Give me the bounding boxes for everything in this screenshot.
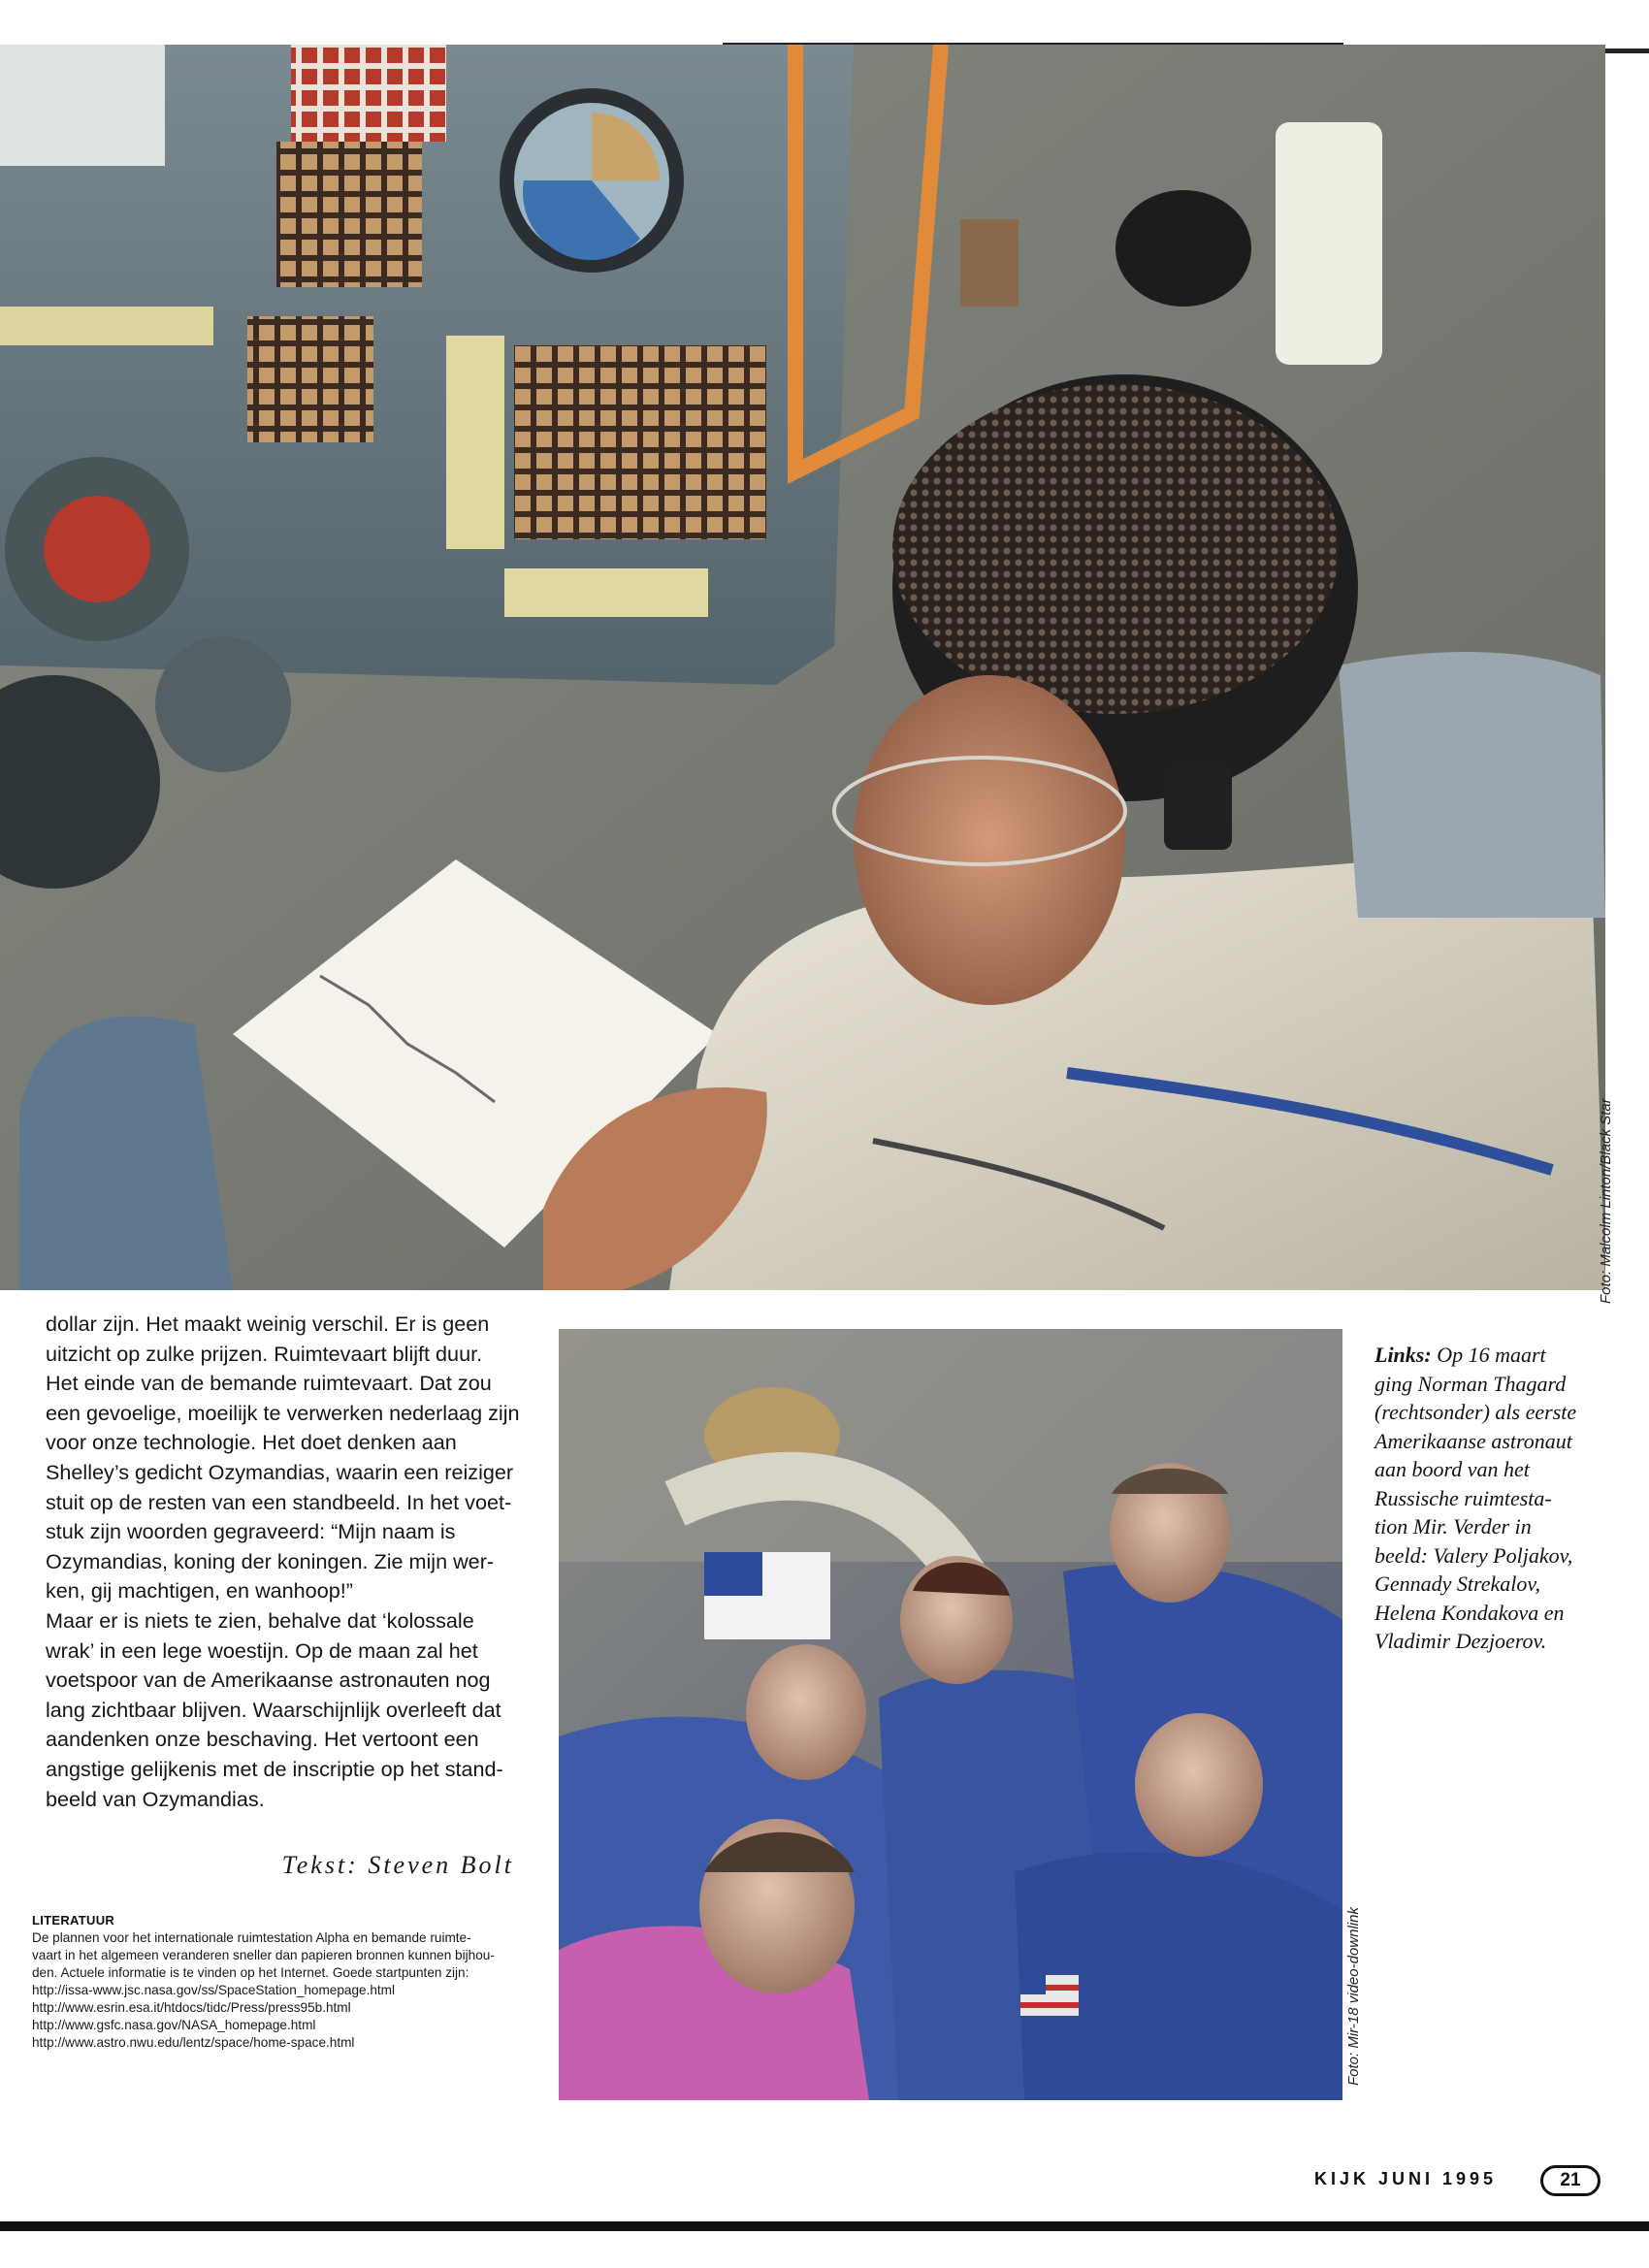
photo-caption (1374, 1341, 1607, 1656)
article-line: voor onze technologie. Het doet denken aan (46, 1430, 457, 1455)
article-line: wrak’ in een lege woestijn. Op de maan zal het (46, 1637, 478, 1663)
article-byline: Tekst: Steven Bolt (281, 1851, 514, 1879)
article-line: Maar er is niets te zien, behalve dat ‘kolossale (46, 1607, 474, 1633)
top-photo (0, 45, 1605, 1290)
article-line: ken, gij machtigen, en wanhoop!” (46, 1578, 353, 1604)
caption-line: beeld: Valery Poljakov, (1374, 1542, 1573, 1568)
literature-line: De plannen voor het internationale ruimtestation Alpha en bemande ruimte- (32, 1930, 471, 1945)
article-line: aandenken onze beschaving. Het vertoont een (46, 1727, 479, 1752)
article-body (46, 1310, 531, 1814)
crew-photo (559, 1329, 1342, 2100)
caption-line (1374, 1341, 1607, 1370)
caption-line: tion Mir. Verder in (1374, 1514, 1532, 1539)
caption-line: (rechtsonder) als eerste (1374, 1400, 1577, 1424)
literature-line: vaart in het algemeen veranderen sneller dan papieren bronnen kunnen bijhou- (32, 1948, 495, 1962)
article-line: Ozymandias, koning der koningen. Zie mijn wer- (46, 1548, 495, 1573)
article-line: een gevoelige, moeilijk te verwerken nederlaag zijn (46, 1400, 520, 1425)
literature-link[interactable]: http://www.gsfc.nasa.gov/NASA_homepage.html (32, 2018, 316, 2032)
literature-link[interactable]: http://issa-www.jsc.nasa.gov/ss/SpaceStation_homepage.html (32, 1983, 396, 1997)
article-line: voetspoor van de Amerikaanse astronauten nog (46, 1668, 491, 1693)
crew-photo-credit: Foto: Mir-18 video-downlink (1345, 1907, 1362, 2086)
article-line: dollar zijn. Het maakt weinig verschil. Er is geen (46, 1312, 490, 1336)
article-line: beeld van Ozymandias. (46, 1786, 265, 1811)
literature-box (32, 1913, 536, 2052)
caption-line: aan boord van het (1374, 1457, 1530, 1481)
caption-line: Russische ruimtesta- (1374, 1485, 1552, 1510)
caption-lead: Links: (1374, 1343, 1432, 1367)
caption-line: Vladimir Dezjoerov. (1374, 1629, 1547, 1653)
literature-link[interactable]: http://www.esrin.esa.it/htdocs/tidc/Press/press95b.html (32, 2000, 351, 2015)
article-line: Shelley’s gedicht Ozymandias, waarin een reiziger (46, 1459, 514, 1484)
caption-line: Amerikaanse astronaut (1374, 1428, 1572, 1453)
page-number: 21 (1540, 2165, 1600, 2196)
caption-line: Gennady Strekalov, (1374, 1571, 1541, 1596)
caption-line: Helena Kondakova en (1374, 1600, 1565, 1625)
page-footer (1295, 2161, 1605, 2200)
bottom-rule (0, 2221, 1649, 2231)
caption-line-rest: Op 16 maart (1431, 1343, 1546, 1367)
caption-line: ging Norman Thagard (1374, 1371, 1567, 1396)
article-line: uitzicht op zulke prijzen. Ruimtevaart blijft duur. (46, 1341, 483, 1366)
article-line: lang zichtbaar blijven. Waarschijnlijk overleeft dat (46, 1697, 501, 1722)
literature-link[interactable]: http://www.astro.nwu.edu/lentz/space/home-space.html (32, 2035, 355, 2050)
article-line: angstige gelijkenis met de inscriptie op het stand- (46, 1756, 503, 1781)
literature-line: den. Actuele informatie is te vinden op het Internet. Goede startpunten zijn: (32, 1965, 469, 1980)
magazine-issue: KIJK JUNI 1995 (1314, 2169, 1498, 2188)
article-line: stuit op de resten van een standbeeld. In het voet- (46, 1489, 512, 1514)
article-line: stuk zijn woorden gegraveerd: “Mijn naam is (46, 1519, 456, 1544)
top-photo-credit: Foto: Malcolm Linton/Black Star (1598, 1098, 1614, 1304)
article-line: Het einde van de bemande ruimtevaart. Dat zou (46, 1371, 492, 1396)
literature-heading: LITERATUUR (32, 1913, 115, 1928)
